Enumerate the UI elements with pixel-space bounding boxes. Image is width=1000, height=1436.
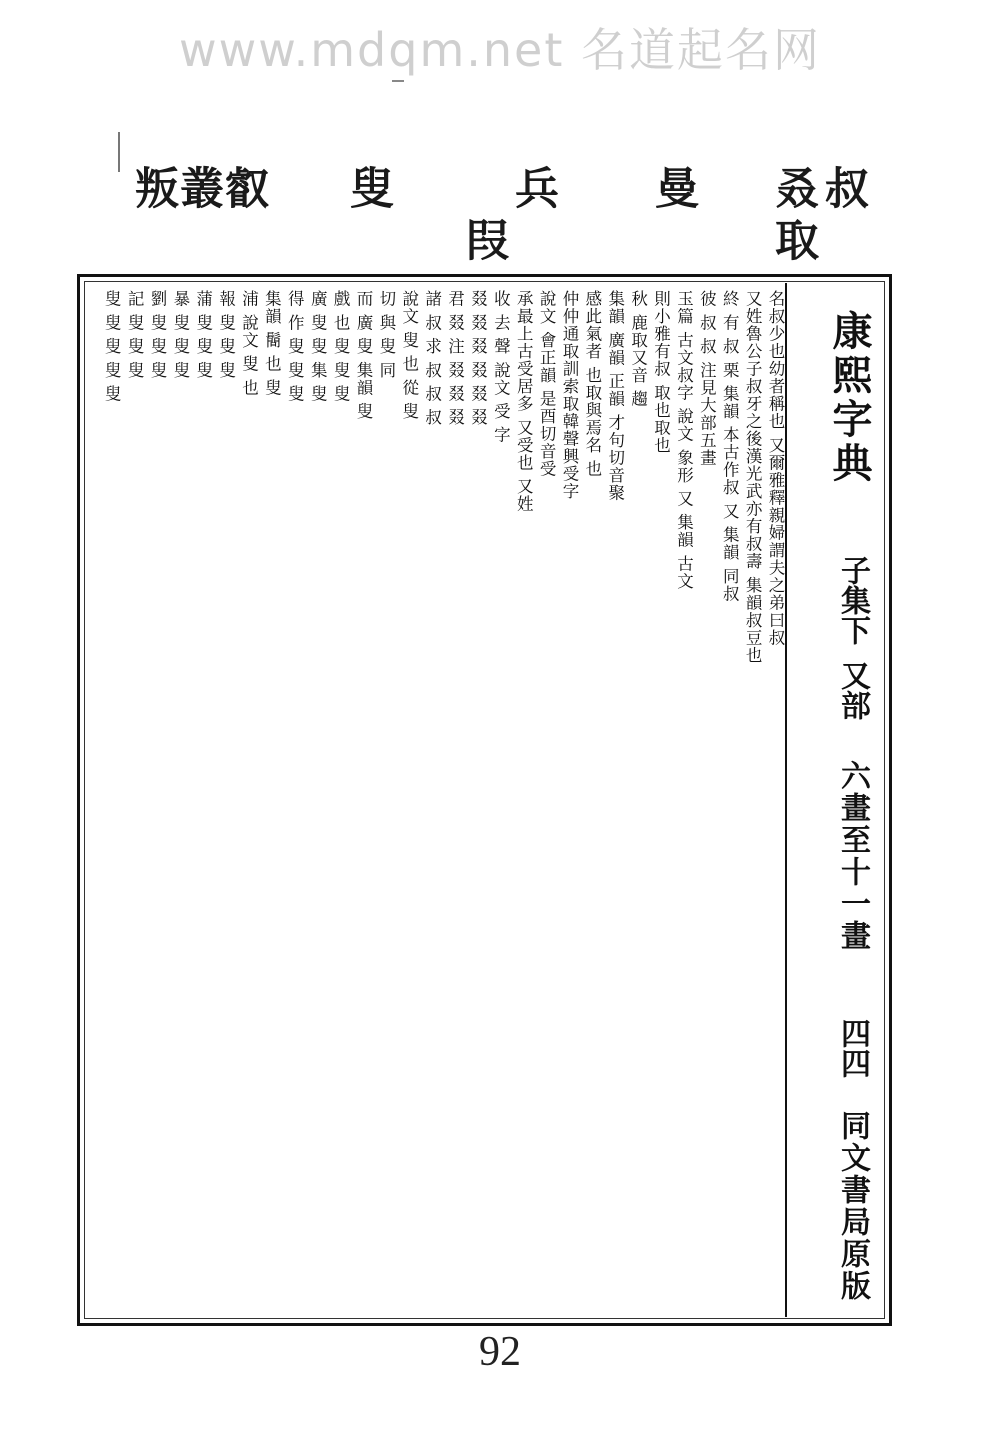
text-column: 劉 叟 叟 叟 — [147, 290, 167, 379]
seal-char: 叢 — [172, 165, 223, 215]
seal-char: 叚 — [457, 217, 508, 267]
stroke-range: 六畫至十一畫 — [835, 760, 870, 952]
text-column: 說文 叟 也 從 叟 — [399, 290, 419, 420]
seal-script-header — [127, 165, 868, 270]
text-column: 得 作 叟 叟 叟 — [285, 290, 305, 403]
text-column: 仲仲通取訓索取韓聲興受字 — [559, 290, 579, 500]
text-column: 切 與 叟 同 — [376, 290, 396, 379]
seal-char: 叟 — [342, 165, 393, 215]
text-column: 秋 鹿取又音 趨 — [628, 290, 648, 408]
text-column: 浦 說文 叟 也 — [239, 290, 259, 397]
seal-char: 叛 — [127, 165, 178, 215]
seal-char: 兵 — [507, 165, 558, 215]
publisher-label: 同文書局原版 — [835, 1110, 870, 1302]
book-title: 康熙字典 — [826, 310, 873, 486]
radical-label: 又部 — [835, 660, 870, 720]
text-column: 承最上古受居多 又受也 又姓 — [514, 290, 534, 513]
watermark: www.mdqm.net 名道起名网 — [178, 23, 822, 77]
text-column: 諸 叔 求 叔 叔 叔 — [422, 290, 442, 427]
text-column: 名叔少也幼者稱也 又爾雅釋親婦謂夫之弟曰叔 — [766, 290, 785, 647]
seal-char: 叒 — [767, 165, 818, 215]
text-column: 玉篇 古文叔字 說文 象形 又 集韻 古文 — [674, 290, 694, 590]
text-column: 則小雅有叔 取也取也 — [651, 290, 671, 454]
seal-char: 取 — [767, 217, 818, 267]
text-column: 報 叟 叟 叟 — [216, 290, 236, 379]
seal-char: 叔 — [817, 165, 868, 215]
text-column: 集韻 鬝 也 叟 — [262, 290, 282, 397]
seal-char: 叡 — [217, 165, 268, 215]
volume-label: 子集下 — [835, 555, 870, 645]
text-column: 叟 叟 叟 叟 叟 — [102, 290, 122, 403]
text-column: 又姓魯公子叔牙之後漢光武亦有叔壽 集韻叔豆也 — [743, 290, 763, 664]
text-column: 感此氣者 也取與焉名 也 — [582, 290, 602, 478]
left-margin-mark — [118, 132, 120, 172]
seal-char: 曼 — [647, 165, 698, 215]
text-column: 收 去 聲 說文 受 字 — [491, 290, 511, 444]
dictionary-body — [86, 290, 786, 1320]
text-column: 廣 叟 叟 集 叟 — [308, 290, 328, 403]
top-tick-mark — [392, 80, 404, 82]
text-column: 叕 叕 叕 叕 叕 叕 — [468, 290, 488, 427]
text-column: 蒲 叟 叟 叟 — [193, 290, 213, 379]
text-column: 而 廣 叟 集韻 叟 — [353, 290, 373, 420]
text-column: 說文 會正韻 是酉切音受 — [537, 290, 557, 478]
text-column: 集韻 廣韻 正韻 才句切音聚 — [605, 290, 625, 502]
section-page-number: 四四 — [835, 1018, 870, 1078]
text-column: 終 有 叔 栗 集韻 本古作叔 又 集韻 同叔 — [720, 290, 740, 603]
text-column: 君 叕 注 叕 叕 叕 — [445, 290, 465, 427]
text-column: 記 叟 叟 叟 — [125, 290, 145, 379]
text-column: 戲 也 叟 叟 叟 — [331, 290, 351, 403]
running-header-panel — [786, 290, 886, 1320]
text-column: 彼 叔 叔 注見大部五畫 — [697, 290, 717, 467]
page-number-footer: 92 — [479, 1329, 521, 1375]
text-column: 暴 叟 叟 叟 — [170, 290, 190, 379]
